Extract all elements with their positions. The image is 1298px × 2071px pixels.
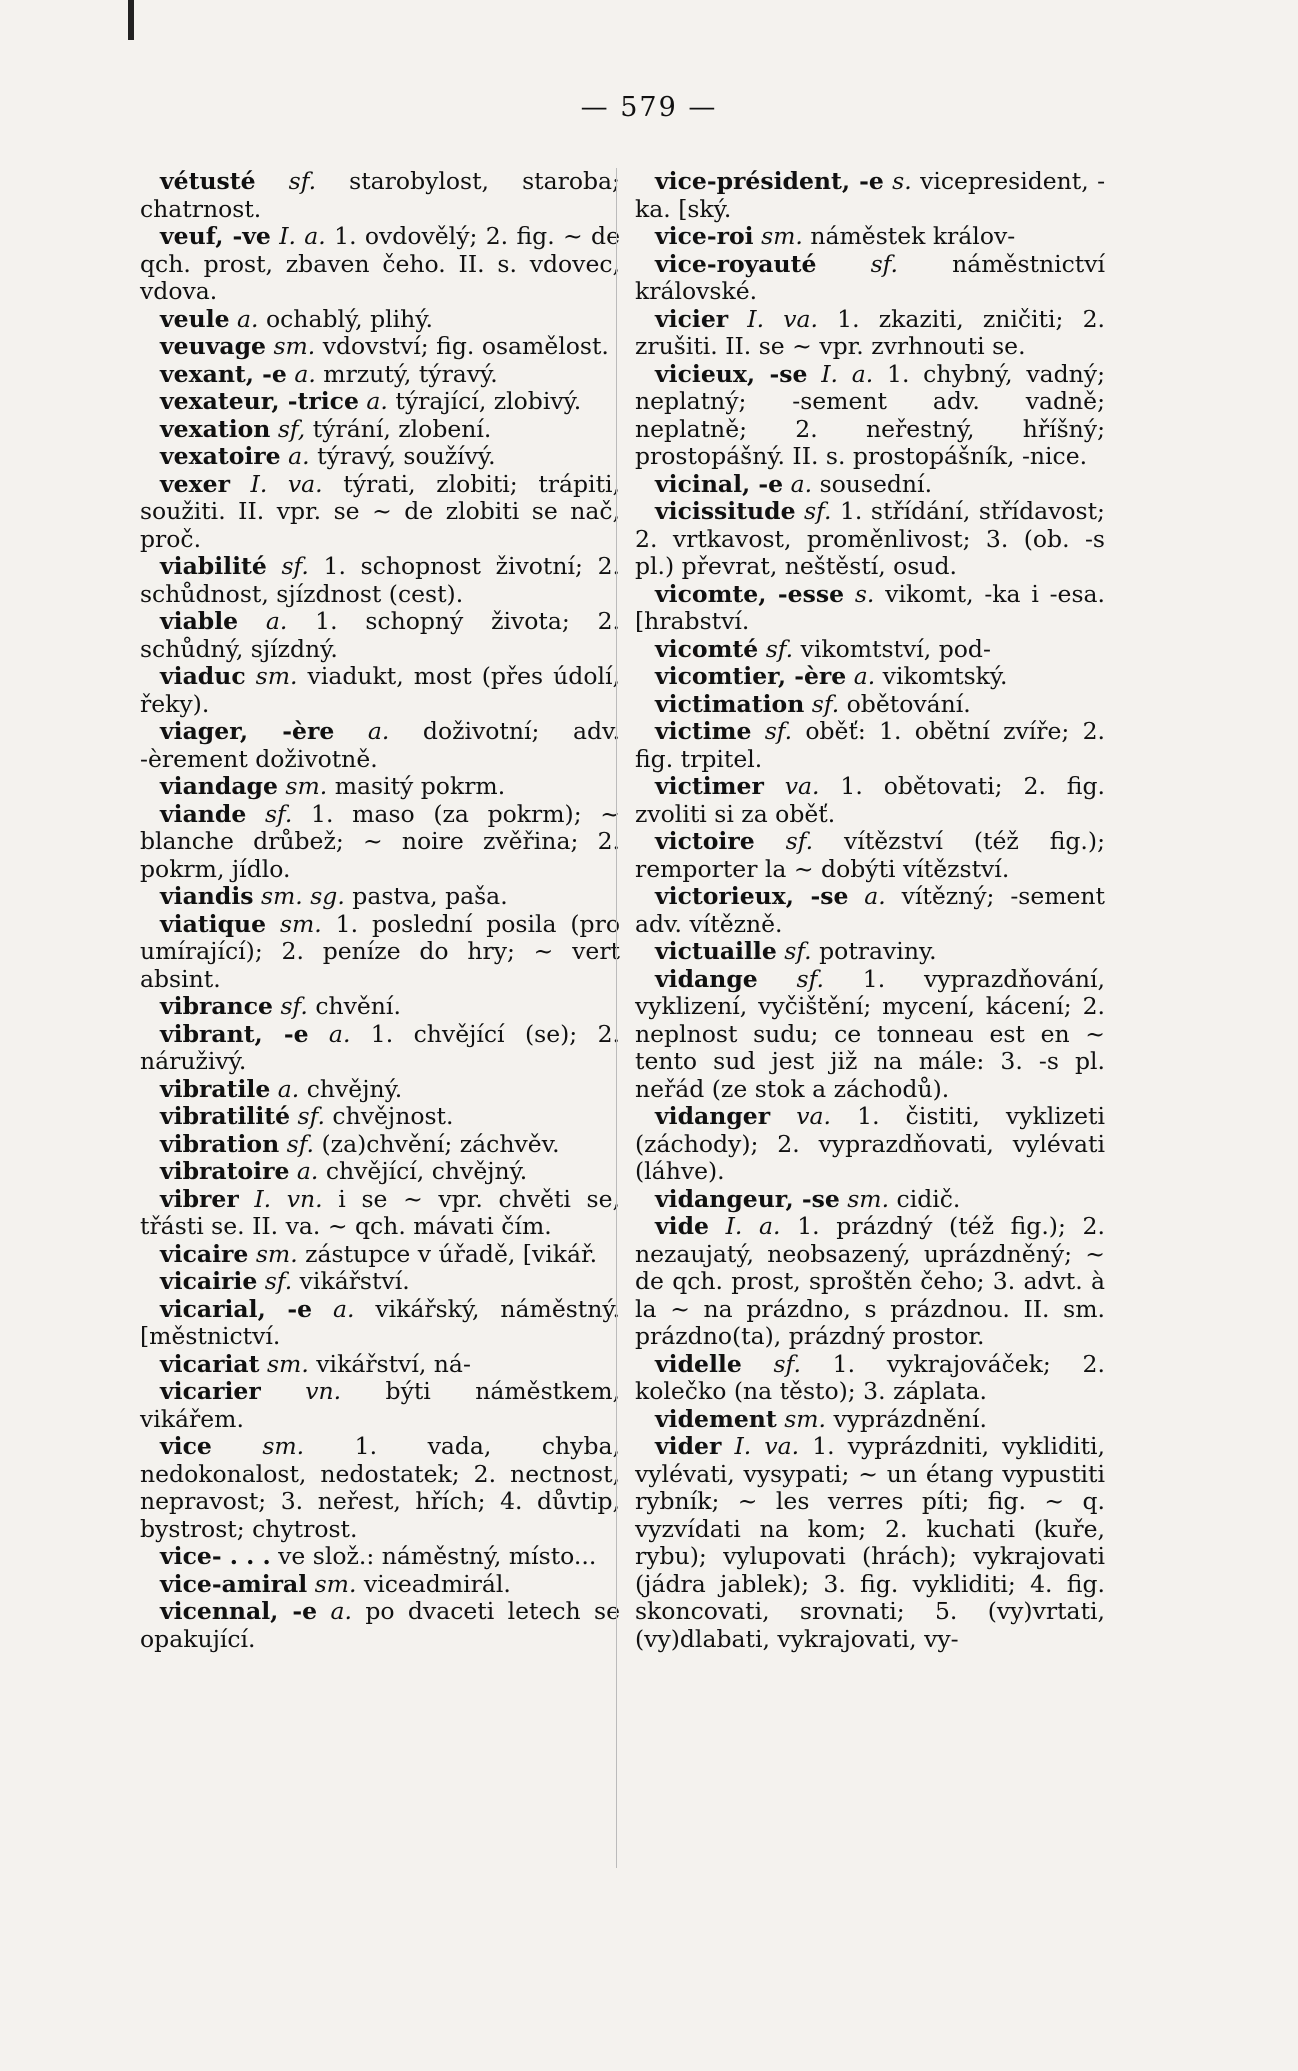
- definition: pastva, paša.: [344, 882, 508, 910]
- definition: 1. chybný, vadný; neplatný; -sement adv. vadně; neplatně; 2. neřestný, hříšný; prostopášný. II. s. prostopášník, -nice.: [635, 359, 1105, 470]
- definition: obětování.: [839, 689, 971, 718]
- headword: victime: [655, 717, 752, 745]
- definition: 1. vyprazdňování, vyklizení, vyčištění; mycení, kácení; 2. neplnost sudu; ce tonneau est en ~ tento sud jest již na mále: 3. -s pl. neřád (ze stok a záchodů).: [635, 964, 1105, 1103]
- headword: vice-président, -e: [655, 167, 884, 195]
- headword: vidangeur, -se: [655, 1184, 840, 1213]
- definition: vítězný; -sement adv. vítězně.: [635, 882, 1105, 938]
- grammar-label: sf,: [270, 414, 306, 443]
- headword: viabilité: [160, 552, 267, 580]
- headword: vexateur, -trice: [160, 387, 359, 415]
- grammar-label: sf.: [279, 1129, 315, 1158]
- dictionary-entry: [140, 1186, 620, 1241]
- definition: týrání, zlobení.: [305, 414, 492, 443]
- grammar-label: sm.: [211, 1432, 305, 1460]
- dictionary-entry: [140, 361, 620, 389]
- grammar-label: sm. sg.: [253, 882, 345, 910]
- definition: 1. zkaziti, zničiti; 2. zrušiti. II. se ~ vpr. zvrhnouti se.: [635, 304, 1105, 360]
- dictionary-entry: [140, 333, 620, 361]
- dictionary-entry: [140, 1296, 620, 1351]
- definition: ve slož.: náměstný, místo...: [270, 1542, 597, 1570]
- headword: vicissitude: [655, 497, 796, 525]
- dictionary-entry: [140, 306, 620, 334]
- definition: viadukt, most (přes údolí, řeky).: [140, 662, 620, 718]
- dictionary-entry: [635, 1103, 1105, 1186]
- headword: vicieux, -se: [655, 359, 808, 388]
- dictionary-entry: [635, 663, 1105, 691]
- grammar-label: I. va.: [229, 469, 323, 498]
- definition: 1. poslední posila (pro umírající); 2. peníze do hry; ~ vert absint.: [140, 909, 620, 993]
- grammar-label: a.: [270, 1074, 300, 1103]
- dictionary-entry: [635, 828, 1105, 883]
- headword: vider: [655, 1432, 722, 1460]
- dictionary-entry: [140, 1598, 620, 1653]
- definition: vikářství, ná-: [308, 1349, 471, 1378]
- dictionary-entry: [140, 1378, 620, 1433]
- dictionary-entry: [140, 911, 620, 994]
- grammar-label: a.: [848, 882, 886, 910]
- grammar-label: I. a.: [708, 1212, 781, 1240]
- headword: vibratile: [160, 1074, 271, 1103]
- grammar-label: sm.: [265, 332, 316, 360]
- dictionary-entry: [635, 168, 1105, 223]
- grammar-label: sm.: [277, 772, 328, 800]
- grammar-label: a.: [846, 662, 876, 690]
- grammar-label: I. va.: [728, 304, 818, 333]
- grammar-label: a.: [280, 442, 310, 470]
- definition: doživotní; adv. -èrement doživotně.: [140, 717, 620, 773]
- grammar-label: a.: [289, 1157, 319, 1185]
- headword: vicennal, -e: [160, 1597, 318, 1625]
- grammar-label: a.: [358, 387, 388, 415]
- grammar-label: s.: [883, 167, 912, 195]
- left-column: [140, 168, 620, 1653]
- headword: vexant, -e: [160, 359, 287, 388]
- dictionary-entry: [635, 691, 1105, 719]
- headword: vice-royauté: [655, 249, 817, 278]
- page-number: — 579 —: [580, 92, 718, 123]
- definition: týrající, zlobivý.: [387, 387, 582, 415]
- definition: vyprázdnění.: [826, 1404, 987, 1433]
- grammar-label: a.: [783, 469, 813, 498]
- dictionary-entry: [635, 361, 1105, 471]
- definition: starobylost, staroba; chatrnost.: [140, 167, 620, 223]
- definition: 1. čistiti, vyklizeti (záchody); 2. vyprazdňovati, vylévati (láhve).: [635, 1102, 1105, 1185]
- headword: vibrant, -e: [160, 1019, 309, 1048]
- headword: victorieux, -se: [655, 882, 849, 910]
- definition: vicepresident, -ka. [ský.: [635, 167, 1106, 223]
- grammar-label: sm.: [839, 1184, 890, 1213]
- headword: vide: [655, 1212, 709, 1240]
- definition: 1. maso (za pokrm); ~ blanche drůbež; ~ noire zvěřina; 2. pokrm, jídlo.: [140, 799, 620, 883]
- headword: viandis: [160, 882, 254, 910]
- headword: vicaire: [160, 1239, 249, 1268]
- grammar-label: I. va.: [721, 1432, 800, 1460]
- definition: 1. ovdovělý; 2. fig. ~ de qch. prost, zbaven čeho. II. s. vdovec, vdova.: [140, 222, 620, 305]
- grammar-label: sf.: [754, 827, 814, 855]
- definition: vítězství (též fig.); remporter la ~ dobýti vítězství.: [635, 827, 1105, 883]
- headword: vibrer: [160, 1184, 239, 1213]
- grammar-label: I. vn.: [238, 1184, 323, 1213]
- definition: sousední.: [812, 469, 933, 498]
- grammar-label: sf.: [290, 1102, 325, 1130]
- dictionary-entry: [635, 773, 1105, 828]
- grammar-label: vn.: [260, 1377, 342, 1405]
- dictionary-entry: [635, 1433, 1105, 1653]
- dictionary-entry: [635, 581, 1105, 636]
- headword: vicomtier, -ère: [655, 662, 847, 690]
- grammar-label: a.: [229, 304, 259, 333]
- definition: 1. schopný života; 2. schůdný, sjízdný.: [140, 607, 621, 663]
- dictionary-entry: [635, 306, 1105, 361]
- grammar-label: sm.: [776, 1404, 827, 1433]
- grammar-label: sf.: [758, 634, 794, 663]
- dictionary-entry: [140, 718, 620, 773]
- headword: vétusté: [160, 167, 256, 195]
- definition: týrati, zlobiti; trápiti, soužiti. II. vpr. se ~ de zlobiti se nač, proč.: [140, 469, 620, 553]
- definition: týravý, soužívý.: [309, 442, 496, 470]
- dictionary-entry: [635, 1406, 1105, 1434]
- headword: viande: [160, 799, 247, 828]
- definition: i se ~ vpr. chvěti se, třásti se. II. va. ~ qch. mávati čím.: [140, 1184, 620, 1240]
- grammar-label: sf.: [776, 937, 812, 965]
- grammar-label: sf.: [751, 717, 793, 745]
- definition: 1. střídání, střídavost; 2. vrtkavost, proměnlivost; 3. (ob. -s pl.) převrat, neštěstí, osud.: [635, 497, 1105, 580]
- headword: vexer: [160, 469, 230, 498]
- headword: vice: [160, 1432, 212, 1460]
- grammar-label: a.: [317, 1597, 352, 1625]
- definition: vikomtský.: [875, 662, 1008, 690]
- definition: potraviny.: [811, 937, 937, 965]
- column-divider: [616, 168, 617, 1868]
- definition: chvění.: [307, 992, 401, 1020]
- headword: viaduc: [160, 662, 246, 690]
- headword: vicomté: [655, 634, 759, 663]
- dictionary-entry: [140, 1103, 620, 1131]
- grammar-label: sm.: [259, 1349, 309, 1378]
- grammar-label: sm.: [266, 909, 322, 938]
- definition: býti náměstkem, vikářem.: [140, 1377, 620, 1433]
- definition: vikomt, -ka i -esa. [hrabství.: [635, 579, 1106, 635]
- grammar-label: sf.: [795, 497, 832, 525]
- headword: vibratilité: [160, 1102, 291, 1130]
- headword: victimer: [655, 772, 764, 800]
- definition: vikářský, náměstný. [městnictví.: [140, 1294, 620, 1350]
- headword: veuf, -ve: [160, 222, 271, 250]
- dictionary-entry: [140, 608, 620, 663]
- dictionary-entry: [140, 223, 620, 306]
- definition: 1. chvějící (se); 2. náruživý.: [140, 1019, 620, 1075]
- headword: vexation: [160, 414, 271, 443]
- definition: viceadmirál.: [356, 1569, 511, 1598]
- dictionary-entry: [635, 223, 1105, 251]
- dictionary-entry: [140, 1158, 620, 1186]
- dictionary-entry: [140, 1021, 620, 1076]
- dictionary-entry: [140, 168, 620, 223]
- headword: videlle: [655, 1349, 742, 1378]
- headword: vibratoire: [160, 1157, 290, 1185]
- definition: zástupce v úřadě, [vikář.: [297, 1239, 598, 1268]
- grammar-label: s.: [844, 579, 875, 608]
- grammar-label: sf.: [804, 689, 840, 718]
- grammar-label: sm.: [245, 662, 298, 690]
- dictionary-entry: [635, 251, 1105, 306]
- grammar-label: sf.: [272, 992, 308, 1020]
- dictionary-entry: [140, 471, 620, 554]
- definition: vikářství.: [292, 1267, 410, 1295]
- headword: victuaille: [655, 937, 777, 965]
- headword: viandage: [160, 772, 278, 800]
- headword: veule: [160, 304, 230, 333]
- definition: 1. schopnost životní; 2. schůdnost, sjízdnost (cest).: [140, 552, 620, 608]
- definition: masitý pokrm.: [327, 772, 506, 800]
- headword: vicarier: [160, 1377, 261, 1405]
- grammar-label: sf.: [246, 799, 293, 828]
- dictionary-entry: [635, 1351, 1105, 1406]
- definition: náměstnictví královské.: [635, 249, 1105, 305]
- dictionary-entry: [140, 663, 620, 718]
- grammar-label: a.: [334, 717, 390, 745]
- headword: vice- . . .: [160, 1542, 271, 1570]
- dictionary-entry: [140, 443, 620, 471]
- grammar-label: sf.: [266, 552, 309, 580]
- dictionary-entry: [140, 553, 620, 608]
- definition: vdovství; fig. osamělost.: [315, 332, 609, 360]
- dictionary-entry: [635, 883, 1105, 938]
- definition: 1. vada, chyba, nedokonalost, nedostatek; 2. nectnost, nepravost; 3. neřest, hřích; 4. důvtip, bystrost; chytrost.: [140, 1432, 620, 1543]
- right-column: [635, 168, 1105, 1653]
- dictionary-entry: [635, 1186, 1105, 1214]
- dictionary-entry: [140, 1433, 620, 1543]
- grammar-label: a.: [312, 1294, 355, 1323]
- headword: videment: [655, 1404, 777, 1433]
- dictionary-entry: [140, 1131, 620, 1159]
- definition: 1. vyprázdniti, vykliditi, vylévati, vysypati; ~ un étang vypustiti rybník; ~ les verres píti; fig. ~ q. vyzvídati na kom; 2. kuchati (kuře, rybu); vylupovati (hrách); vykrajovati (jádra jablek); 3. fig. vykliditi; 4. fig. skoncovati, srovnati; 5. (vy)vrtati, (vy)dlabati, vykrajovati, vy-: [635, 1432, 1105, 1653]
- headword: vibrance: [160, 992, 273, 1020]
- headword: vice-amiral: [160, 1569, 308, 1598]
- headword: vibration: [160, 1129, 280, 1158]
- dictionary-entry: [140, 773, 620, 801]
- grammar-label: I. a.: [270, 222, 326, 250]
- grammar-label: a.: [238, 607, 288, 635]
- definition: 1. prázdný (též fig.); 2. nezaujatý, neobsazený, uprázdněný; ~ de qch. prost, sproštěn čeho; 3. advt. à la ~ na prázdno, s prázdnou. II. sm. prázdno(ta), prázdný prostor.: [635, 1212, 1105, 1350]
- grammar-label: va.: [763, 772, 820, 800]
- definition: 1. vykrajováček; 2. kolečko (na těsto); 3. záplata.: [635, 1349, 1105, 1405]
- definition: chvějící, chvějný.: [318, 1157, 528, 1185]
- definition: mrzutý, týravý.: [315, 359, 498, 388]
- grammar-label: sf.: [257, 1267, 293, 1295]
- dictionary-entry: [635, 938, 1105, 966]
- headword: vidanger: [655, 1102, 771, 1130]
- headword: vexatoire: [160, 442, 281, 470]
- headword: vicinal, -e: [655, 469, 784, 498]
- headword: viatique: [160, 909, 267, 938]
- headword: vice-roi: [655, 222, 754, 250]
- headword: vidange: [655, 964, 758, 993]
- headword: victimation: [655, 689, 805, 718]
- page-edge-mark: [128, 0, 134, 40]
- headword: veuvage: [160, 332, 266, 360]
- dictionary-entry: [140, 801, 620, 884]
- grammar-label: I. a.: [807, 359, 874, 388]
- definition: chvějný.: [299, 1074, 403, 1103]
- definition: vikomtství, pod-: [793, 634, 991, 663]
- dictionary-entry: [140, 1571, 620, 1599]
- definition: náměstek králov-: [802, 222, 1016, 250]
- definition: ochablý, plihý.: [258, 304, 433, 333]
- dictionary-entry: [140, 1076, 620, 1104]
- dictionary-entry: [635, 498, 1105, 581]
- grammar-label: sf.: [757, 964, 824, 993]
- headword: vicairie: [160, 1267, 258, 1295]
- grammar-label: a.: [286, 359, 316, 388]
- grammar-label: sm.: [307, 1569, 357, 1598]
- grammar-label: sf.: [255, 167, 317, 195]
- definition: cidič.: [889, 1184, 961, 1213]
- headword: vicarial, -e: [160, 1294, 313, 1323]
- dictionary-entry: [140, 388, 620, 416]
- dictionary-entry: [140, 1543, 620, 1571]
- definition: chvějnost.: [324, 1102, 454, 1130]
- dictionary-entry: [635, 718, 1105, 773]
- grammar-label: sm.: [248, 1239, 298, 1268]
- headword: viager, -ère: [160, 717, 335, 745]
- headword: vicier: [655, 304, 729, 333]
- grammar-label: va.: [770, 1102, 831, 1130]
- headword: viable: [160, 607, 239, 635]
- definition: 1. obětovati; 2. fig. zvoliti si za oběť.: [635, 772, 1105, 828]
- grammar-label: sf.: [816, 249, 898, 278]
- headword: victoire: [655, 827, 755, 855]
- dictionary-entry: [140, 883, 620, 911]
- dictionary-entry: [635, 471, 1105, 499]
- grammar-label: sf.: [741, 1349, 801, 1378]
- headword: vicomte, -esse: [655, 579, 845, 608]
- definition: oběť: 1. obětní zvíře; 2. fig. trpitel.: [635, 717, 1105, 773]
- dictionary-entry: [140, 1351, 620, 1379]
- definition: (za)chvění; záchvěv.: [314, 1129, 560, 1158]
- dictionary-entry: [140, 1241, 620, 1269]
- grammar-label: a.: [308, 1019, 351, 1048]
- dictionary-entry: [140, 1268, 620, 1296]
- dictionary-entry: [635, 966, 1105, 1104]
- dictionary-entry: [140, 993, 620, 1021]
- dictionary-entry: [635, 636, 1105, 664]
- grammar-label: sm.: [753, 222, 803, 250]
- definition: po dvaceti letech se opakující.: [140, 1597, 620, 1653]
- headword: vicariat: [160, 1349, 260, 1378]
- dictionary-entry: [635, 1213, 1105, 1351]
- dictionary-entry: [140, 416, 620, 444]
